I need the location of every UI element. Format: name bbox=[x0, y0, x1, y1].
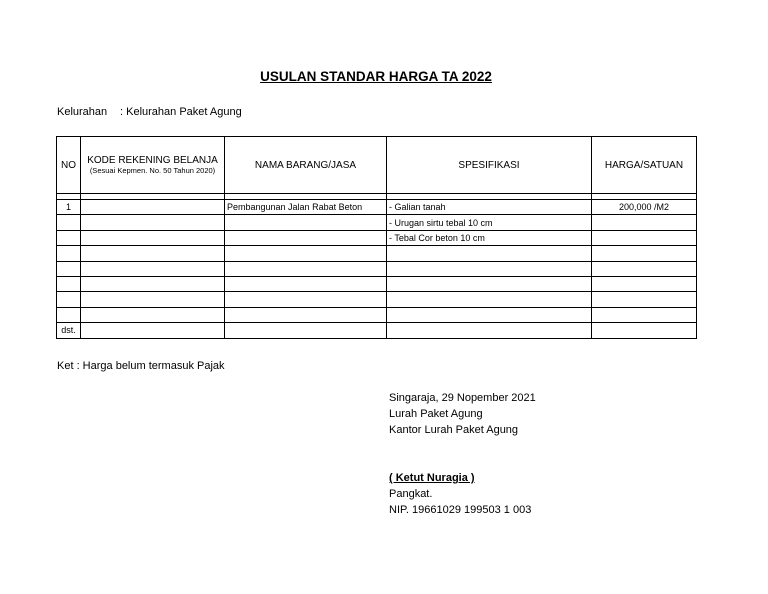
cell-harga bbox=[592, 276, 697, 291]
cell-kode bbox=[81, 307, 225, 322]
kelurahan-value: : Kelurahan Paket Agung bbox=[120, 106, 242, 118]
cell-spesifikasi: - Galian tanah bbox=[387, 200, 592, 215]
cell-spesifikasi: - Tebal Cor beton 10 cm bbox=[387, 230, 592, 245]
cell-spesifikasi bbox=[387, 276, 592, 291]
cell-kode bbox=[81, 276, 225, 291]
table-row bbox=[57, 230, 697, 245]
cell-kode bbox=[81, 230, 225, 245]
table-row bbox=[57, 292, 697, 307]
cell-harga bbox=[592, 230, 697, 245]
cell-spesifikasi bbox=[387, 261, 592, 276]
table-row bbox=[57, 200, 697, 215]
header-kode-sub: (Sesuai Kepmen. No. 50 Tahun 2020) bbox=[89, 166, 216, 175]
signature-office: Kantor Lurah Paket Agung bbox=[389, 424, 519, 436]
table-row bbox=[57, 323, 697, 338]
cell-kode bbox=[81, 246, 225, 261]
table-row bbox=[57, 215, 697, 230]
table-row bbox=[57, 246, 697, 261]
cell-nama bbox=[225, 230, 387, 245]
header-no: NO bbox=[57, 137, 81, 194]
cell-no bbox=[57, 261, 81, 276]
cell-spesifikasi bbox=[387, 307, 592, 322]
signatory-name: ( Ketut Nuragia ) bbox=[389, 472, 475, 484]
header-nama: NAMA BARANG/JASA bbox=[225, 137, 387, 194]
cell-kode bbox=[81, 323, 225, 338]
cell-nama bbox=[225, 276, 387, 291]
signature-place-date: Singaraja, 29 Nopember 2021 bbox=[389, 392, 536, 404]
cell-spesifikasi bbox=[387, 292, 592, 307]
header-harga: HARGA/SATUAN bbox=[592, 137, 697, 194]
cell-harga bbox=[592, 292, 697, 307]
price-note: Ket : Harga belum termasuk Pajak bbox=[57, 360, 225, 372]
cell-no bbox=[57, 292, 81, 307]
cell-kode bbox=[81, 292, 225, 307]
header-kode-label: KODE REKENING BELANJA bbox=[87, 155, 218, 166]
cell-nama bbox=[225, 246, 387, 261]
table-row bbox=[57, 276, 697, 291]
table-row bbox=[57, 261, 697, 276]
signatory-nip: NIP. 19661029 199503 1 003 bbox=[389, 504, 532, 516]
price-table bbox=[56, 136, 697, 339]
cell-kode bbox=[81, 215, 225, 230]
signatory-rank: Pangkat. bbox=[389, 488, 433, 500]
header-spesifikasi: SPESIFIKASI bbox=[387, 137, 592, 194]
cell-kode bbox=[81, 261, 225, 276]
cell-nama bbox=[225, 323, 387, 338]
cell-nama: Pembangunan Jalan Rabat Beton bbox=[225, 200, 387, 215]
signature-position: Lurah Paket Agung bbox=[389, 408, 483, 420]
cell-no: 1 bbox=[57, 200, 81, 215]
cell-spesifikasi bbox=[387, 246, 592, 261]
cell-harga bbox=[592, 246, 697, 261]
cell-nama bbox=[225, 292, 387, 307]
cell-no: dst. bbox=[57, 323, 81, 338]
table-row bbox=[57, 307, 697, 322]
cell-harga bbox=[592, 215, 697, 230]
cell-no bbox=[57, 215, 81, 230]
header-kode-rekening bbox=[81, 137, 225, 194]
cell-no bbox=[57, 276, 81, 291]
cell-no bbox=[57, 307, 81, 322]
cell-harga bbox=[592, 307, 697, 322]
cell-no bbox=[57, 230, 81, 245]
document-title: USULAN STANDAR HARGA TA 2022 bbox=[260, 69, 492, 84]
cell-no bbox=[57, 246, 81, 261]
cell-nama bbox=[225, 261, 387, 276]
cell-spesifikasi bbox=[387, 323, 592, 338]
kelurahan-label: Kelurahan bbox=[57, 106, 108, 118]
cell-spesifikasi: - Urugan sirtu tebal 10 cm bbox=[387, 215, 592, 230]
cell-harga bbox=[592, 323, 697, 338]
cell-nama bbox=[225, 215, 387, 230]
cell-harga: 200,000 /M2 bbox=[592, 200, 697, 215]
cell-kode bbox=[81, 200, 225, 215]
table-header-row bbox=[57, 137, 697, 194]
cell-harga bbox=[592, 261, 697, 276]
cell-nama bbox=[225, 307, 387, 322]
